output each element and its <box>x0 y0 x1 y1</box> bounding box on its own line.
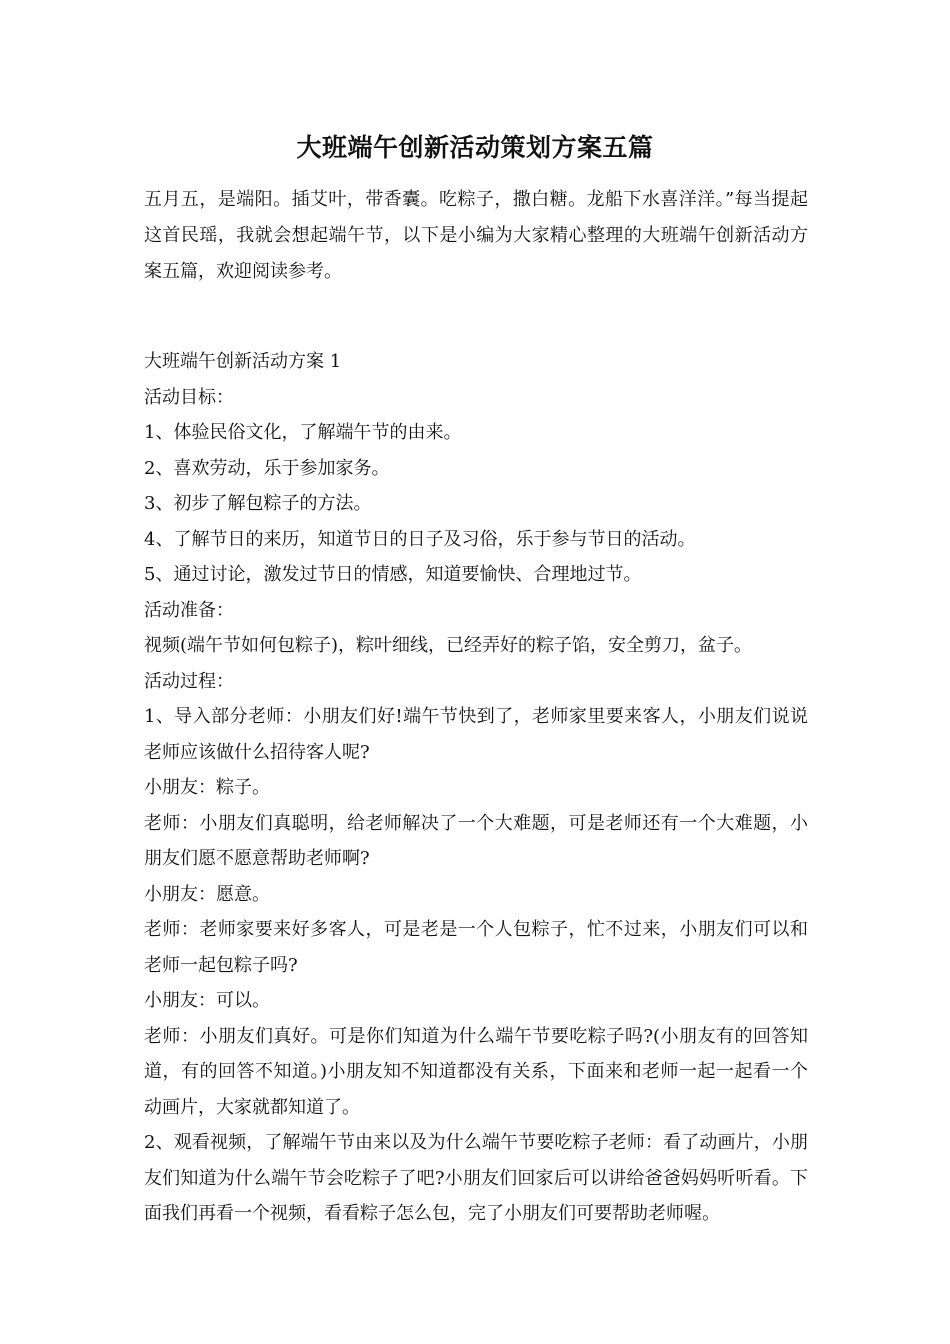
prep-materials: 视频(端午节如何包粽子)，粽叶细线，已经弄好的粽子馅，安全剪刀，盆子。 <box>144 635 753 656</box>
goal-item-5: 5、通过讨论，激发过节日的情感，知道要愉快、合理地过节。 <box>144 564 642 585</box>
paragraph-gap <box>144 290 808 344</box>
dialogue-line: 小朋友：粽子。 <box>144 777 270 798</box>
goal-item-3: 3、初步了解包粽子的方法。 <box>144 493 372 514</box>
document-body <box>144 182 808 1232</box>
document-title: 大班端午创新活动策划方案五篇 <box>296 133 654 162</box>
heading-activity-process: 活动过程： <box>144 670 234 692</box>
heading-activity-goals: 活动目标： <box>144 386 234 408</box>
dialogue-line: 老师：小朋友们真好。可是你们知道为什么端午节要吃粽子吗?(小朋友有的回答知道，有的回答不知道。)小朋友知不知道都没有关系，下面来和老师一起一起看一个动画片，大家就都知道了。 <box>144 1025 808 1118</box>
process-step-1: 1、导入部分老师：小朋友们好!端午节快到了，老师家里要来客人，小朋友们说说老师应该做什么招待客人呢? <box>144 706 808 763</box>
dialogue-line: 老师：老师家要来好多客人，可是老是一个人包粽子，忙不过来，小朋友们可以和老师一起包粽子吗? <box>144 919 808 976</box>
heading-activity-prep: 活动准备： <box>144 599 234 621</box>
section-heading: 大班端午创新活动方案 1 <box>144 351 342 372</box>
process-step-2: 2、观看视频，了解端午节由来以及为什么端午节要吃粽子老师：看了动画片，小朋友们知道为什么端午节会吃粽子了吧?小朋友们回家后可以讲给爸爸妈妈听听看。下面我们再看一个视频，看看粽子怎么包，完了小朋友们可要帮助老师喔。 <box>144 1132 808 1224</box>
dialogue-line: 小朋友：可以。 <box>144 990 270 1011</box>
goal-item-1: 1、体验民俗文化，了解端午节的由来。 <box>144 422 462 443</box>
dialogue-line: 小朋友：愿意。 <box>144 883 270 905</box>
goal-item-2: 2、喜欢劳动，乐于参加家务。 <box>144 457 390 479</box>
dialogue-line: 老师：小朋友们真聪明，给老师解决了一个大难题，可是老师还有一个大难题，小朋友们愿不愿意帮助老师啊? <box>144 812 808 869</box>
goal-item-4: 4、了解节日的来历，知道节日的日子及习俗，乐于参与节日的活动。 <box>144 528 696 550</box>
intro-paragraph: 五月五，是端阳。插艾叶，带香囊。吃粽子，撒白糖。龙船下水喜洋洋。”每当提起这首民瑶，我就会想起端午节，以下是小编为大家精心整理的大班端午创新活动方案五篇，欢迎阅读参考。 <box>144 189 808 282</box>
